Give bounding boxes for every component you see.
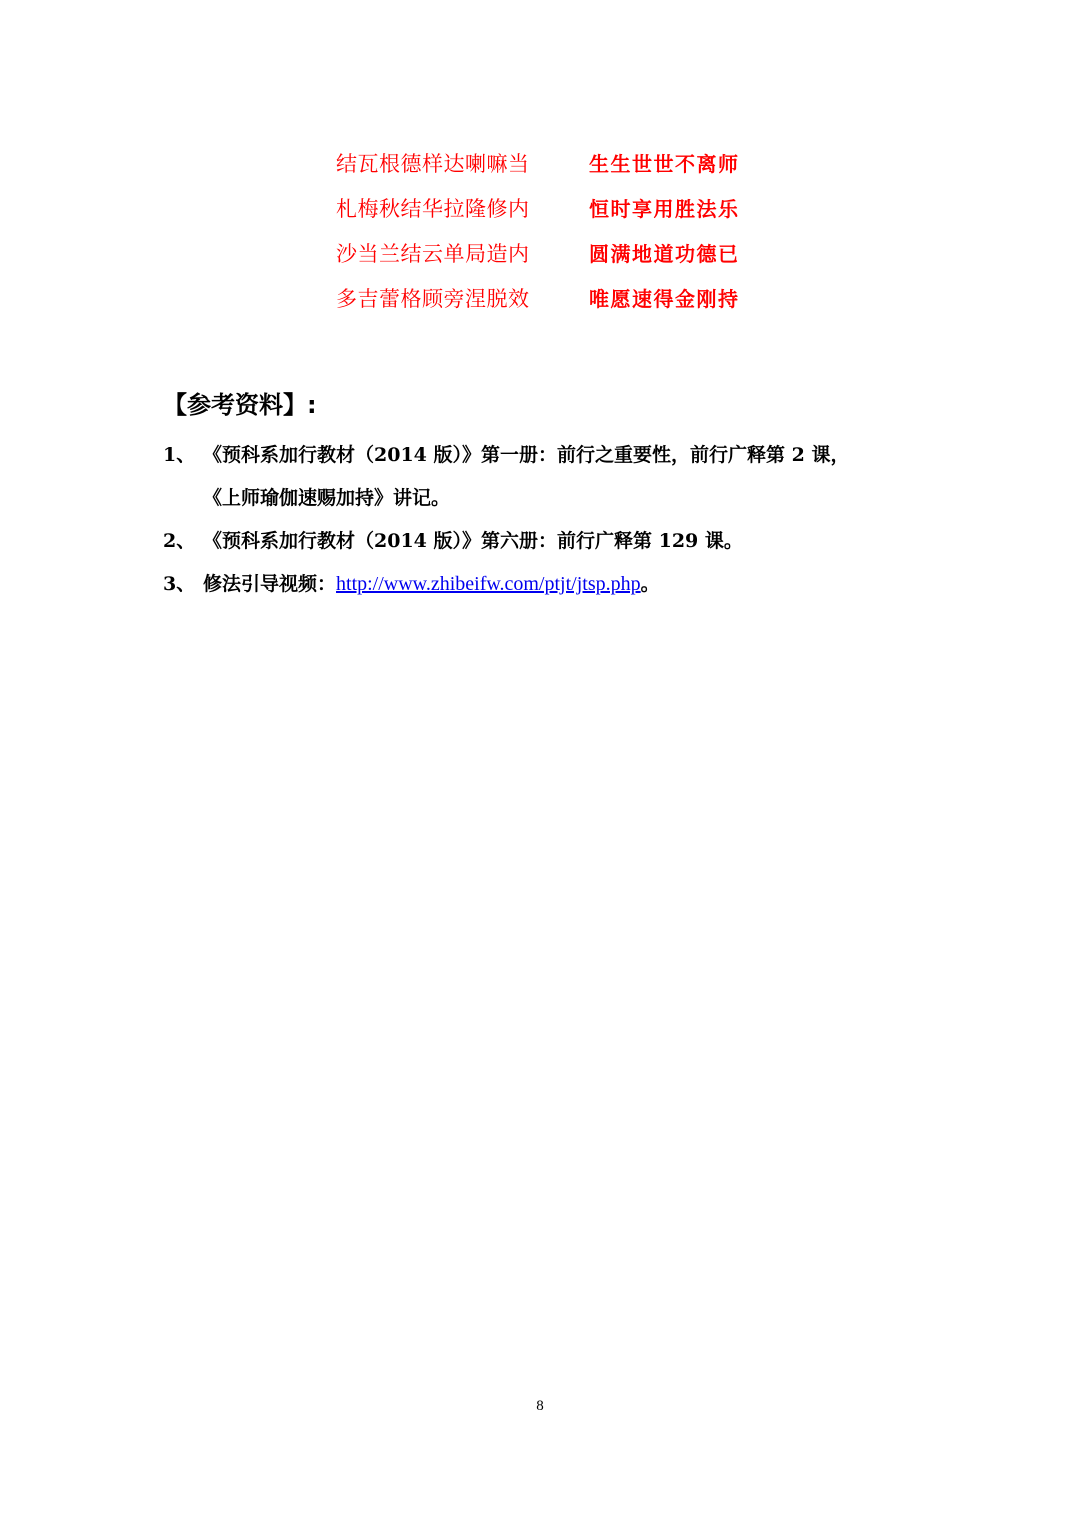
reference-prefix: 修法引导视频： [203,573,337,595]
verse-row [336,185,756,230]
reference-line: 《上师瑜伽速赐加持》讲记。 [203,487,451,509]
reference-number: 3、 [163,573,196,595]
reference-item [163,563,943,606]
verse-chinese-line: 唯愿速得金刚持 [589,287,740,311]
reference-number: 2、 [163,530,196,552]
verse-tibetan-line: 沙当兰结云单局造内 [336,241,530,266]
references-heading: 【参考资料】: [163,391,317,419]
reference-line [203,563,943,606]
verse-row [336,275,756,320]
reference-text [203,520,943,563]
verse-chinese-line: 恒时享用胜法乐 [589,197,740,221]
reference-text [203,434,943,520]
verse-chinese-line: 圆满地道功德已 [589,242,740,266]
verse-tibetan-line: 多吉蕾格顾旁涅脱效 [336,286,530,311]
reference-line: 《预科系加行教材（2014 版）》第六册：前行广释第 129 课。 [203,530,743,552]
verse-row [336,140,756,185]
verse-tibetan-line: 结瓦根德样达喇嘛当 [336,151,530,176]
page-number: 8 [536,1398,544,1414]
reference-item [163,434,943,520]
verse-chinese-line: 生生世世不离师 [589,152,740,176]
verse-tibetan-line: 札梅秋结华拉隆修内 [336,196,530,221]
verse-row [336,230,756,275]
verse-block [336,140,756,320]
reference-number: 1、 [163,444,196,466]
reference-item [163,520,943,563]
reference-text [203,563,943,606]
references-list [163,434,943,606]
video-guide-link[interactable]: http://www.zhibeifw.com/ptjt/jtsp.php [336,573,641,595]
reference-suffix: 。 [640,573,660,595]
reference-line: 《预科系加行教材（2014 版）》第一册：前行之重要性，前行广释第 2 课， [203,444,850,466]
